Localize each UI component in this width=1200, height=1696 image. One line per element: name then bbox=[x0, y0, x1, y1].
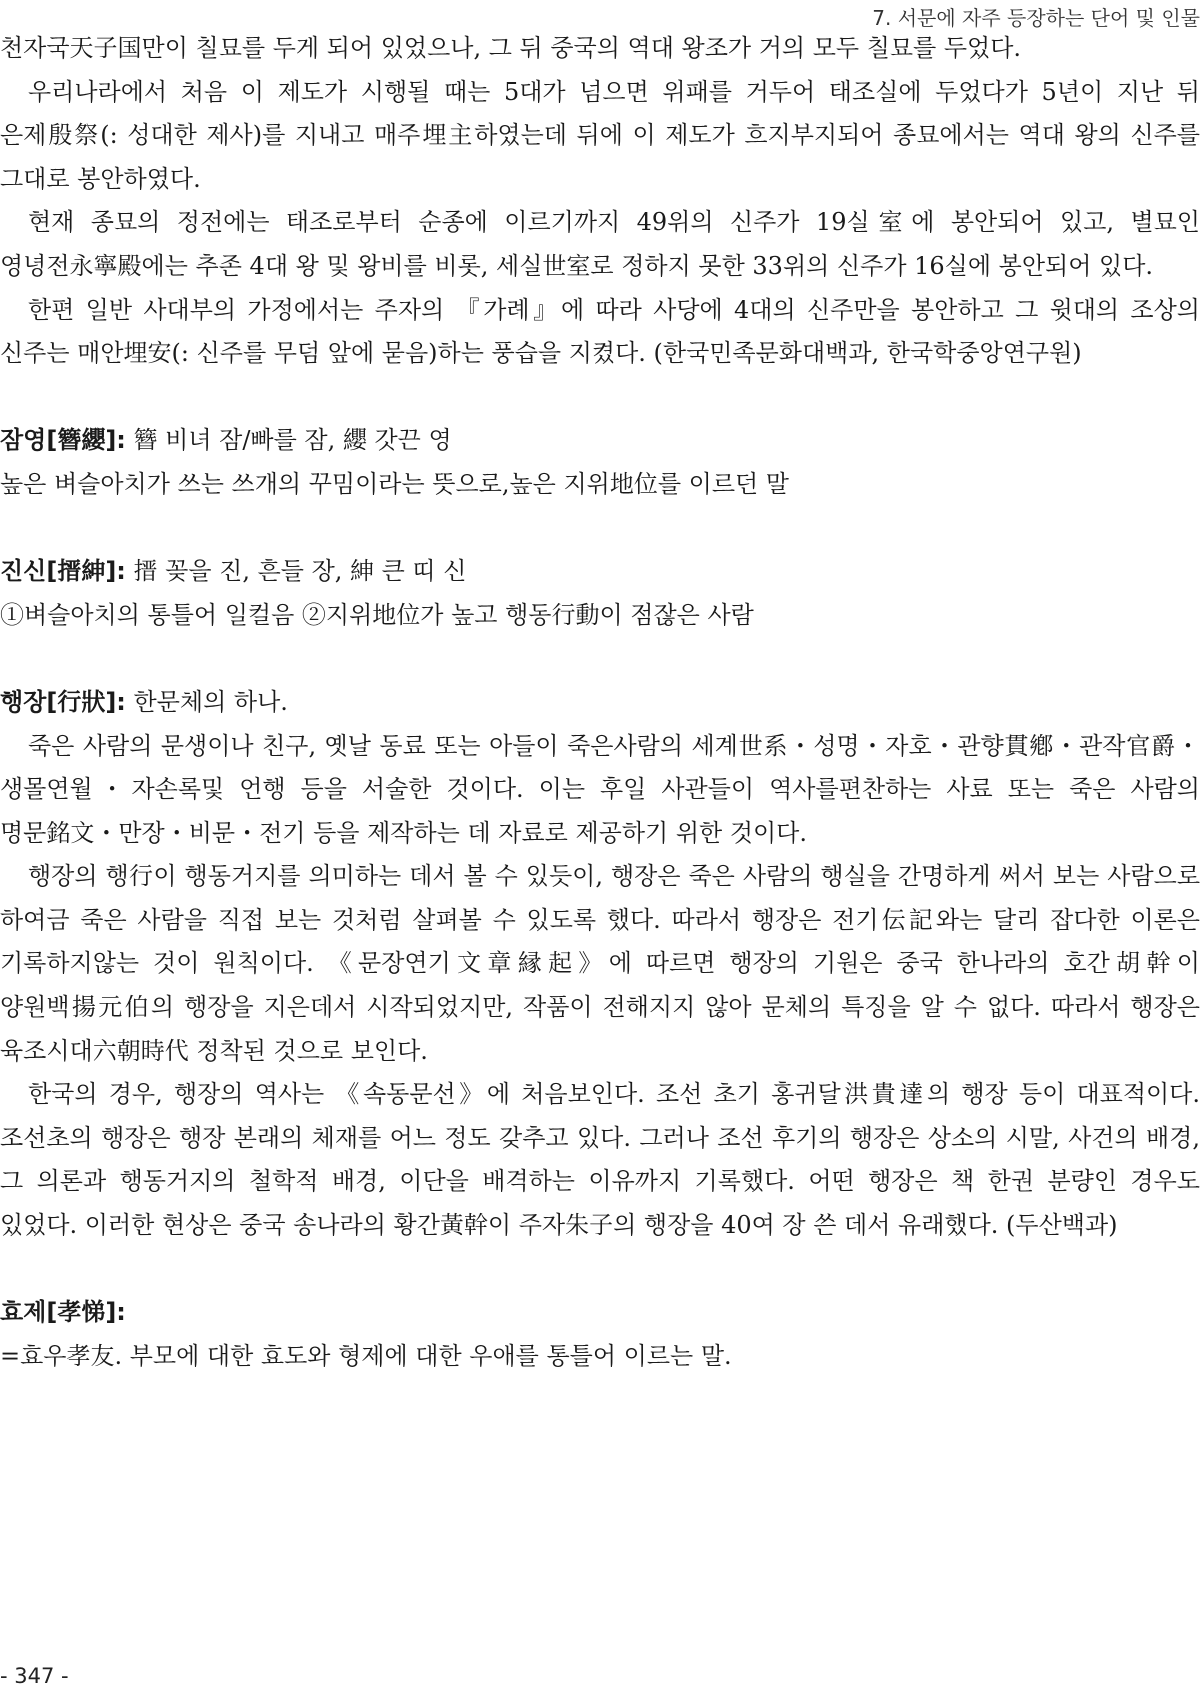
intro-paragraph-4: 한편 일반 사대부의 가정에서는 주자의 『가례』에 따라 사당에 4대의 신주만을 봉안하고 그 윗대의 조상의 신주는 매안埋安(: 신주를 무덤 앞에 묻음)하는 풍습을 지켰다. (한국민족문화대백과, 한국학중앙연구원) bbox=[0, 295, 1200, 368]
term-heading bbox=[0, 681, 1200, 725]
term-gloss: 簪 비녀 잠/빠를 잠, 纓 갓끈 영 bbox=[125, 426, 452, 455]
term-title: 효제[孝悌]: bbox=[0, 1298, 126, 1327]
term-heading bbox=[0, 1291, 1200, 1335]
term-entry-hyoje bbox=[0, 1291, 1200, 1378]
term-gloss: 搢 꽂을 진, 흔들 장, 紳 큰 띠 신 bbox=[125, 557, 467, 586]
term-title: 행장[行狀]: bbox=[0, 687, 126, 716]
intro-paragraph-2: 우리나라에서 처음 이 제도가 시행될 때는 5대가 넘으면 위패를 거두어 태조실에 두었다가 5년이 지난 뒤 은제殷祭(: 성대한 제사)를 지내고 매주埋主하였는데 뒤에 이 제도가 흐지부지되어 종묘에서는 역대 왕의 신주를 그대로 봉안하였다. bbox=[0, 77, 1200, 193]
page-number: - 347 - bbox=[0, 1664, 69, 1688]
term-definition: 한국의 경우, 행장의 역사는 《속동문선》에 처음보인다. 조선 초기 홍귀달洪貴達의 행장 등이 대표적이다. 조선초의 행장은 행장 본래의 체재를 어느 정도 갖추고 있다. 그러나 조선 후기의 행장은 상소의 시말, 사건의 배경, 그 의론과 행동거지의 철학적 배경, 이단을 배격하는 이유까지 기록했다. 어떤 행장은 책 한권 분량인 경우도 있었다. 이러한 현상은 중국 송나라의 황간黃幹이 주자朱子의 행장을 40여 장 쓴 데서 유래했다. (두산백과) bbox=[0, 1080, 1200, 1240]
intro-paragraph-1: 천자국天子国만이 칠묘를 두게 되어 있었으나, 그 뒤 중국의 역대 왕조가 거의 모두 칠묘를 두었다. bbox=[0, 34, 1022, 62]
term-heading bbox=[0, 550, 1200, 594]
term-definition: 행장의 행行이 행동거지를 의미하는 데서 볼 수 있듯이, 행장은 죽은 사람의 행실을 간명하게 써서 보는 사람으로 하여금 죽은 사람을 직접 보는 것처럼 살펴볼 수 있도록 했다. 따라서 행장은 전기伝記와는 달리 잡다한 이론은 기록하지않는 것이 원칙이다. 《문장연기文章縁起》에 따르면 행장의 기원은 중국 한나라의 호간胡幹이 양원백揚元伯의 행장을 지은데서 시작되었지만, 작품이 전해지지 않아 문체의 특징을 알 수 없다. 따라서 행장은 육조시대六朝時代 정착된 것으로 보인다. bbox=[0, 862, 1200, 1065]
term-definition: =효우孝友. 부모에 대한 효도와 형제에 대한 우애를 통틀어 이르는 말. bbox=[0, 1341, 732, 1370]
term-entry-jamyeong bbox=[0, 419, 1200, 506]
chapter-header: 7. 서문에 자주 등장하는 단어 및 인물 bbox=[872, 6, 1200, 30]
term-definition: 죽은 사람의 문생이나 친구, 옛날 동료 또는 아들이 죽은사람의 세계世系・성명・자호・관향貫鄕・관작官爵・생몰연월・자손록및 언행 등을 서술한 것이다. 이는 후일 사관들이 역사를편찬하는 사료 또는 죽은 사람의 명문銘文・만장・비문・전기 등을 제작하는 데 자료로 제공하기 위한 것이다. bbox=[0, 731, 1200, 847]
term-entry-haengjang bbox=[0, 681, 1200, 1248]
term-entry-jinsin bbox=[0, 550, 1200, 637]
term-title: 잠영[簪纓]: bbox=[0, 426, 126, 455]
intro-paragraph-3: 현재 종묘의 정전에는 태조로부터 순종에 이르기까지 49위의 신주가 19실室에 봉안되어 있고, 별묘인 영녕전永寧殿에는 추존 4대 왕 및 왕비를 비롯, 세실世室로 정하지 못한 33위의 신주가 16실에 봉안되어 있다. bbox=[0, 208, 1200, 280]
term-title: 진신[搢紳]: bbox=[0, 557, 126, 586]
term-gloss: 한문체의 하나. bbox=[125, 687, 288, 716]
term-definition: ①벼슬아치의 통틀어 일컬음 ②지위地位가 높고 행동行動이 점잖은 사람 bbox=[0, 600, 754, 629]
term-heading bbox=[0, 419, 1200, 463]
document-body bbox=[0, 27, 1200, 1378]
term-definition: 높은 벼슬아치가 쓰는 쓰개의 꾸밈이라는 뜻으로,높은 지위地位를 이르던 말 bbox=[0, 469, 789, 498]
